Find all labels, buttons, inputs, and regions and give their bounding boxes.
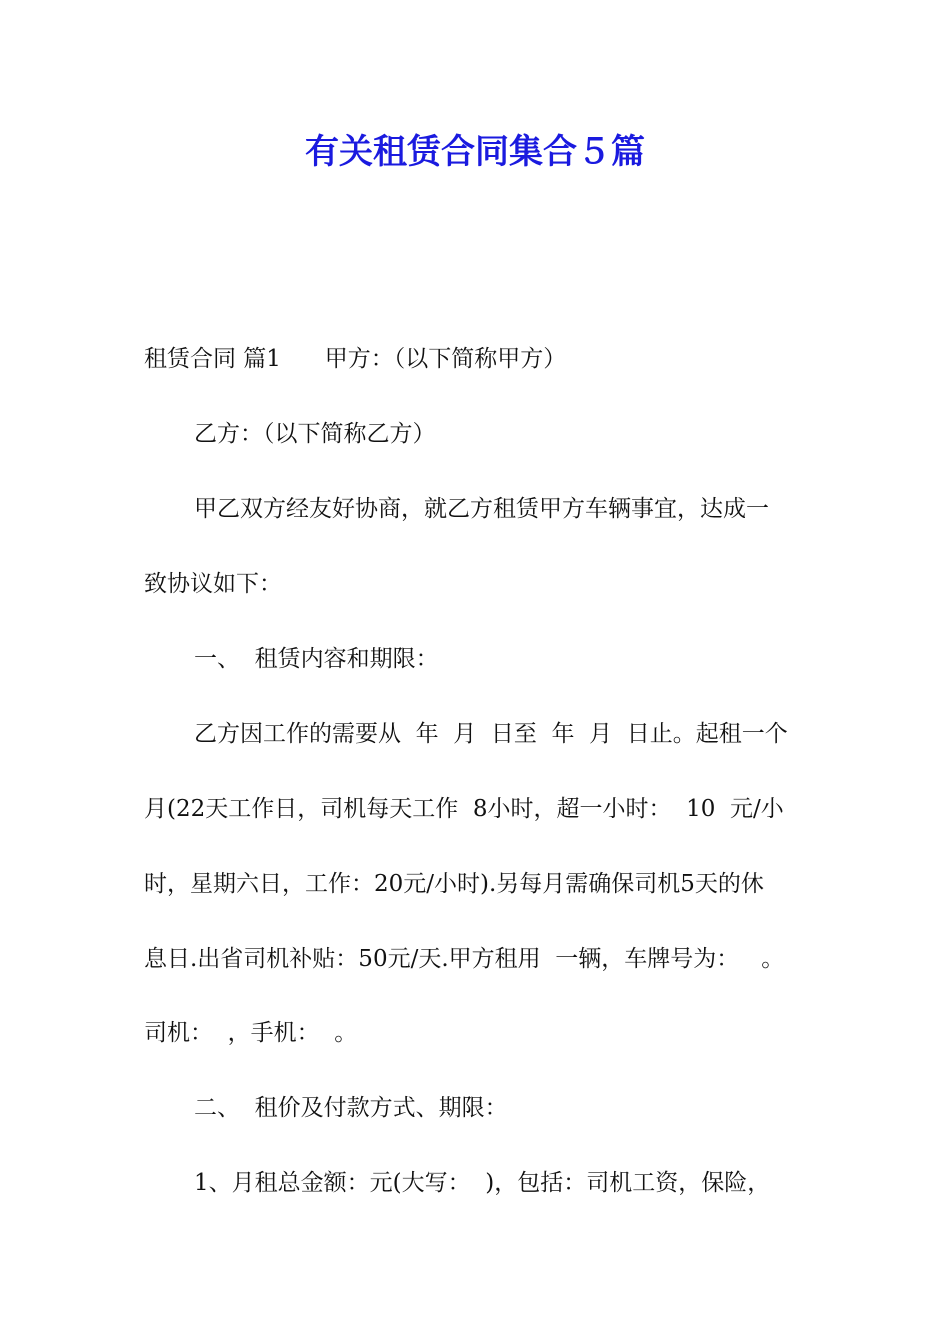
paragraph-line: 租赁合同 篇1 甲方：（以下简称甲方） xyxy=(144,346,567,372)
paragraph-line: 时，星期六日，工作：20元/小时).另每月需确保司机5天的休 xyxy=(144,871,764,897)
section-heading: 二、 租价及付款方式、期限： xyxy=(194,1095,508,1121)
paragraph-line: 息日.出省司机补贴：50元/天.甲方租用 一辆，车牌号为： 。 xyxy=(144,946,785,972)
paragraph-line: 致协议如下： xyxy=(144,571,282,597)
paragraph-line: 甲乙双方经友好协商，就乙方租赁甲方车辆事宜，达成一 xyxy=(194,496,769,522)
paragraph-line: 乙方：（以下简称乙方） xyxy=(194,421,436,447)
document-title: 有关租赁合同集合５篇 xyxy=(305,132,645,172)
paragraph-line: 乙方因工作的需要从 年 月 日至 年 月 日止。起租一个 xyxy=(194,721,788,747)
paragraph-line: 月(22天工作日，司机每天工作 8小时，超一小时： 10 元/小 xyxy=(144,796,784,822)
section-heading: 一、 租赁内容和期限： xyxy=(194,646,439,672)
paragraph-line: 1、月租总金额：元(大写： )，包括：司机工资，保险， xyxy=(194,1170,771,1196)
paragraph-line: 司机： ，手机： 。 xyxy=(144,1020,358,1046)
